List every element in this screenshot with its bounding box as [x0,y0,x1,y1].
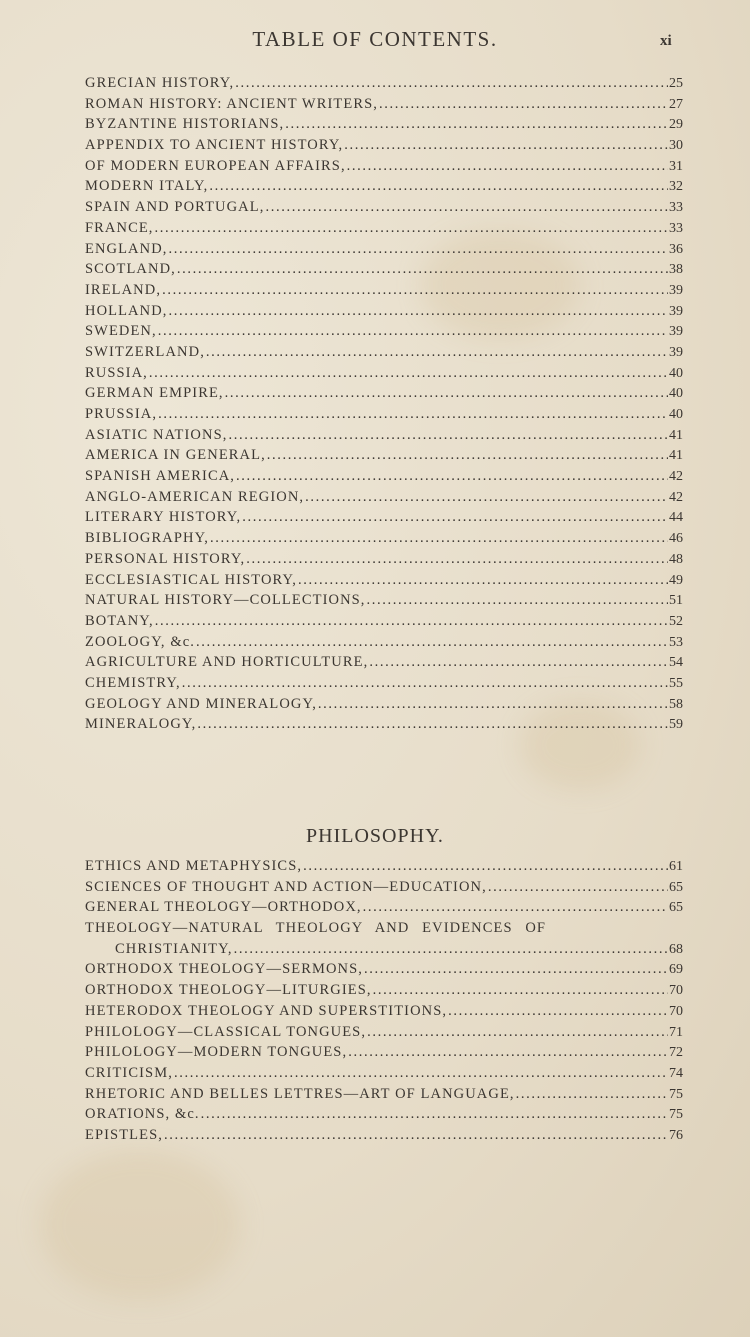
toc-entry-title: GRECIAN HISTORY, [85,75,235,91]
dot-leader [363,899,668,916]
toc-entry-title: FRANCE, [85,219,154,236]
toc-entry-title: APPENDIX TO ANCIENT HISTORY, [85,137,344,154]
toc-entry-page: 70 [669,1003,683,1019]
dot-leader [228,427,668,444]
dot-leader [164,1127,668,1144]
toc-entry [85,427,683,448]
toc-section-history [85,75,683,737]
toc-entry [85,178,683,199]
toc-entry-page: 70 [669,983,683,999]
toc-entry [85,385,683,406]
dot-leader [285,116,668,133]
toc-entry-page: 46 [669,531,683,547]
toc-entry-title: SCOTLAND, [85,261,176,278]
toc-entry [85,158,683,179]
dot-leader [162,282,668,299]
toc-entry-title: GERMAN EMPIRE, [85,385,224,402]
toc-entry-page: 33 [669,220,683,236]
toc-entry [85,654,683,675]
toc-entry-page: 33 [669,200,683,216]
toc-entry-title: OF MODERN EUROPEAN AFFAIRS, [85,157,346,174]
toc-entry-title: CHRISTIANITY, [115,940,233,957]
toc-entry [85,509,683,530]
toc-entry-page: 53 [669,634,683,650]
toc-entry [85,1024,683,1045]
toc-entry-page: 27 [669,96,683,112]
toc-entry-title: ETHICS AND METAPHYSICS, [85,858,303,874]
toc-entry-title: SWEDEN, [85,323,157,340]
toc-entry-page: 48 [669,551,683,567]
toc-entry [85,899,683,920]
dot-leader [206,344,668,361]
dot-leader [209,178,668,195]
toc-entry [85,1065,683,1086]
dot-leader [242,509,668,526]
dot-leader [364,961,668,978]
dot-leader [303,858,668,875]
toc-entry-page: 65 [669,900,683,916]
dot-leader [158,406,668,423]
toc-entry-title: HETERODOX THEOLOGY AND SUPERSTITIONS, [85,1002,448,1019]
toc-entry-title: ASIATIC NATIONS, [85,426,228,443]
toc-entry [85,613,683,634]
toc-entry-page: 44 [669,510,683,526]
toc-entry-page: 75 [669,1086,683,1102]
dot-leader [488,879,668,896]
dot-leader [373,982,668,999]
toc-entry [85,1127,683,1148]
toc-entry-page: 41 [669,427,683,443]
toc-entry-title: ORTHODOX THEOLOGY—LITURGIES, [85,982,372,999]
page-header-title: TABLE OF CONTENTS. [252,27,498,51]
toc-entry [85,696,683,717]
toc-entry-page: 38 [669,262,683,278]
toc-entry-title: RUSSIA, [85,364,148,381]
toc-entry [85,592,683,613]
toc-entry [85,406,683,427]
dot-leader [367,1024,668,1041]
dot-leader [305,489,668,506]
toc-entry-title: SWITZERLAND, [85,343,205,360]
dot-leader [158,323,668,340]
toc-entry [85,530,683,551]
toc-entry [85,344,683,365]
toc-entry-title: GENERAL THEOLOGY—ORTHODOX, [85,899,362,916]
dot-leader [225,385,668,402]
toc-entry-page: 32 [669,179,683,195]
toc-entry-title: CRITICISM, [85,1064,173,1081]
dot-leader [298,572,668,589]
toc-entry-page: 39 [669,324,683,340]
toc-entry-page: 69 [669,962,683,978]
toc-entry-page: 40 [669,407,683,422]
dot-leader [235,75,668,92]
toc-entry-title: BYZANTINE HISTORIANS, [85,116,285,133]
dot-leader [369,654,668,671]
toc-entry-page: 39 [669,344,683,360]
toc-entry-title: MODERN ITALY, [85,178,209,195]
dot-leader [379,96,668,113]
dot-leader [267,447,668,464]
toc-entry-title: MINERALOGY, [85,716,197,733]
toc-entry-page: 40 [669,365,683,381]
toc-entry-title: CHEMISTRY, [85,674,181,691]
toc-entry [85,447,683,468]
toc-entry-title: RHETORIC AND BELLES LETTRES—ART OF LANGUAGE, [85,1085,515,1102]
toc-entry [85,137,683,158]
toc-entry-page: 29 [669,117,683,133]
toc-entry [85,1086,683,1107]
toc-entry [85,675,683,696]
toc-entry-page: 42 [669,469,683,485]
toc-entry-title: ENGLAND, [85,240,168,257]
toc-entry-page: 49 [669,572,683,588]
paper-stain [40,1150,240,1300]
toc-entry [85,920,683,941]
dot-leader [155,613,668,630]
dot-leader [318,696,668,713]
toc-entry [85,634,683,655]
dot-leader [149,365,668,382]
toc-entry-page: 40 [669,386,683,402]
dot-leader [210,530,668,547]
dot-leader [169,241,669,258]
toc-entry [85,941,683,962]
dot-leader [265,199,668,216]
toc-entry-title: ECCLESIASTICAL HISTORY, [85,571,297,588]
toc-entry [85,489,683,510]
toc-entry-title: ANGLO-AMERICAN REGION, [85,488,305,505]
toc-entry-title: ORTHODOX THEOLOGY—SERMONS, [85,961,363,978]
toc-entry-title: PHILOLOGY—MODERN TONGUES, [85,1044,348,1061]
toc-entry-page: 74 [669,1065,683,1081]
dot-leader [344,137,668,154]
toc-entry-title: EPISTLES, [85,1126,163,1143]
dot-leader [516,1086,668,1103]
toc-entry-page: 75 [669,1107,683,1123]
toc-entry-title: PHILOLOGY—CLASSICAL TONGUES, [85,1023,367,1040]
toc-entry [85,1044,683,1065]
dot-leader [196,634,668,651]
toc-entry-page: 68 [669,941,683,957]
toc-entry [85,572,683,593]
toc-entry [85,858,683,879]
toc-entry [85,365,683,386]
toc-entry-title: ROMAN HISTORY: ANCIENT WRITERS, [85,95,378,112]
dot-leader [347,158,668,175]
toc-entry-title: NATURAL HISTORY—COLLECTIONS, [85,592,366,609]
section-title-philosophy: PHILOSOPHY. [306,825,444,847]
toc-entry-title: IRELAND, [85,281,162,298]
dot-leader [197,716,668,733]
toc-entry-page: 25 [669,76,683,91]
toc-entry-page: 41 [669,448,683,464]
toc-entry-page: 72 [669,1045,683,1061]
toc-entry [85,241,683,262]
toc-entry [85,961,683,982]
toc-entry-title: SPANISH AMERICA, [85,468,236,485]
toc-entry-title: BIBLIOGRAPHY, [85,530,210,547]
toc-entry [85,1106,683,1127]
dot-leader [448,1003,668,1020]
toc-entry-title: ZOOLOGY, &c. [85,633,195,650]
toc-entry-title: SPAIN AND PORTUGAL, [85,199,265,216]
toc-entry-title: GEOLOGY AND MINERALOGY, [85,695,317,712]
toc-entry-title: ORATIONS, &c. [85,1106,200,1123]
dot-leader [234,941,668,958]
toc-entry [85,323,683,344]
toc-entry-page: 52 [669,613,683,629]
toc-entry [85,982,683,1003]
dot-leader [182,675,668,692]
toc-entry-page: 36 [669,241,683,257]
toc-entry [85,551,683,572]
toc-entry-title: PERSONAL HISTORY, [85,550,246,567]
dot-leader [348,1044,668,1061]
toc-entry-page: 30 [669,138,683,154]
toc-entry-page: 54 [669,655,683,671]
toc-entry-page: 39 [669,282,683,298]
dot-leader [367,592,668,609]
toc-entry-page: 76 [669,1127,683,1143]
toc-entry [85,116,683,137]
toc-entry-title: HOLLAND, [85,302,168,319]
toc-entry-title: SCIENCES OF THOUGHT AND ACTION—EDUCATION, [85,878,487,895]
toc-entry-page: 58 [669,696,683,712]
toc-entry-page: 59 [669,717,683,733]
toc-entry [85,261,683,282]
toc-entry-page: 42 [669,489,683,505]
toc-entry [85,879,683,900]
toc-section-philosophy [85,858,683,1148]
toc-entry [85,716,683,737]
toc-entry [85,75,683,96]
toc-entry-title: AMERICA IN GENERAL, [85,447,266,464]
toc-entry-page: 39 [669,303,683,319]
dot-leader [155,220,668,237]
toc-entry [85,303,683,324]
toc-entry-title: THEOLOGY—NATURAL THEOLOGY AND EVIDENCES OF [85,920,547,937]
toc-entry-title: BOTANY, [85,612,154,629]
page-number: xi [660,33,672,49]
dot-leader [177,261,668,278]
toc-entry [85,282,683,303]
toc-entry-page: 51 [669,593,683,609]
dot-leader [169,303,669,320]
dot-leader [174,1065,668,1082]
toc-entry [85,1003,683,1024]
dot-leader [201,1106,668,1123]
toc-entry [85,199,683,220]
toc-entry-page: 61 [669,859,683,874]
toc-entry-title: PRUSSIA, [85,406,158,422]
toc-entry [85,220,683,241]
dot-leader [246,551,668,568]
toc-entry-page: 55 [669,675,683,691]
toc-entry [85,468,683,489]
toc-entry-title: LITERARY HISTORY, [85,509,242,526]
toc-entry-title: AGRICULTURE AND HORTICULTURE, [85,654,369,671]
toc-entry-page: 71 [669,1024,683,1040]
toc-entry [85,96,683,117]
dot-leader [236,468,668,485]
toc-entry-page: 65 [669,879,683,895]
toc-entry-page: 31 [669,158,683,174]
